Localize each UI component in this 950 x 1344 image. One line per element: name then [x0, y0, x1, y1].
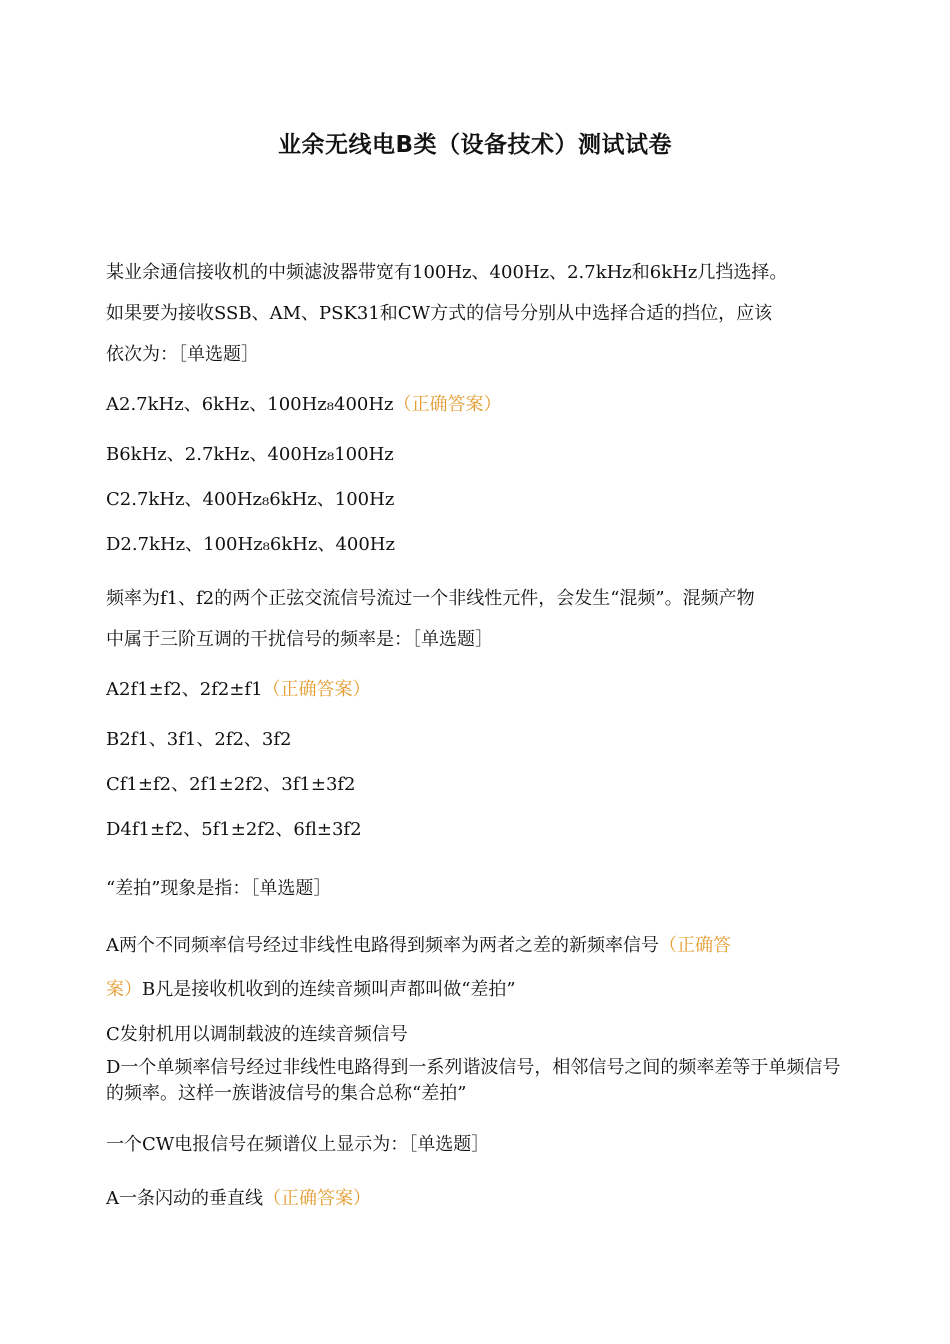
correct-answer-tag-part1: （正确答 — [659, 935, 731, 956]
q4-option-a-text: A一条闪动的垂直线 — [106, 1188, 263, 1209]
q2-option-a — [106, 675, 846, 701]
q1-option-c: C2.7kHz、400Hz₈6kHz、100Hz — [106, 489, 395, 510]
page-title: 业余无线电B类（设备技术）测试试卷 — [277, 132, 673, 158]
q3-option-c: C发射机用以调制载波的连续音频信号 — [106, 1024, 408, 1045]
q2-option-c: Cf1±f2、2f1±2f2、3f1±3f2 — [106, 774, 356, 795]
correct-answer-tag: （正确答案） — [263, 1188, 371, 1209]
q2-stem-line2: 中属于三阶互调的干扰信号的频率是：［单选题］ — [106, 629, 493, 650]
q1-option-a-text: A2.7kHz、6kHz、100Hz₈400Hz — [106, 394, 394, 415]
q1-stem-line3: 依次为：［单选题］ — [106, 344, 259, 365]
q1-stem-line1: 某业余通信接收机的中频滤波器带宽有100Hz、400Hz、2.7kHz和6kHz几挡选择。 — [106, 262, 788, 283]
q1-option-b: B6kHz、2.7kHz、400Hz₈100Hz — [106, 444, 394, 465]
q3-option-b-text: B凡是接收机收到的连续音频叫声都叫做“差拍” — [142, 979, 516, 1000]
q2-option-b: B2f1、3f1、2f2、3f2 — [106, 729, 292, 750]
correct-answer-tag: （正确答案） — [262, 679, 371, 700]
correct-answer-tag-part2: 案） — [106, 979, 142, 1000]
q3-option-a — [106, 931, 846, 957]
q1-option-a — [106, 390, 846, 416]
q1-stem-line2: 如果要为接收SSB、AM、PSK31和CW方式的信号分别从中选择合适的挡位，应该 — [106, 303, 773, 324]
q3-option-d: D一个单频率信号经过非线性电路得到一系列谐波信号，相邻信号之间的频率差等于单频信号的频率。这样一族谐波信号的集合总称“差拍” — [106, 1057, 841, 1104]
q2-stem-line1: 频率为f1、f2的两个正弦交流信号流过一个非线性元件，会发生“混频”。混频产物 — [106, 588, 755, 609]
q3-option-a-text: A两个不同频率信号经过非线性电路得到频率为两者之差的新频率信号 — [106, 935, 659, 956]
correct-answer-tag: （正确答案） — [393, 394, 502, 415]
q3-stem: “差拍”现象是指：［单选题］ — [106, 878, 332, 899]
q2-option-a-text: A2f1±f2、2f2±f1 — [106, 679, 263, 700]
q4-stem: 一个CW电报信号在频谱仪上显示为：［单选题］ — [106, 1134, 490, 1155]
q1-option-d: D2.7kHz、100Hz₈6kHz、400Hz — [106, 534, 395, 555]
q3-option-b-line — [106, 975, 846, 1001]
q2-option-d: D4f1±f2、5f1±2f2、6fl±3f2 — [106, 819, 362, 840]
q4-option-a — [106, 1184, 846, 1210]
